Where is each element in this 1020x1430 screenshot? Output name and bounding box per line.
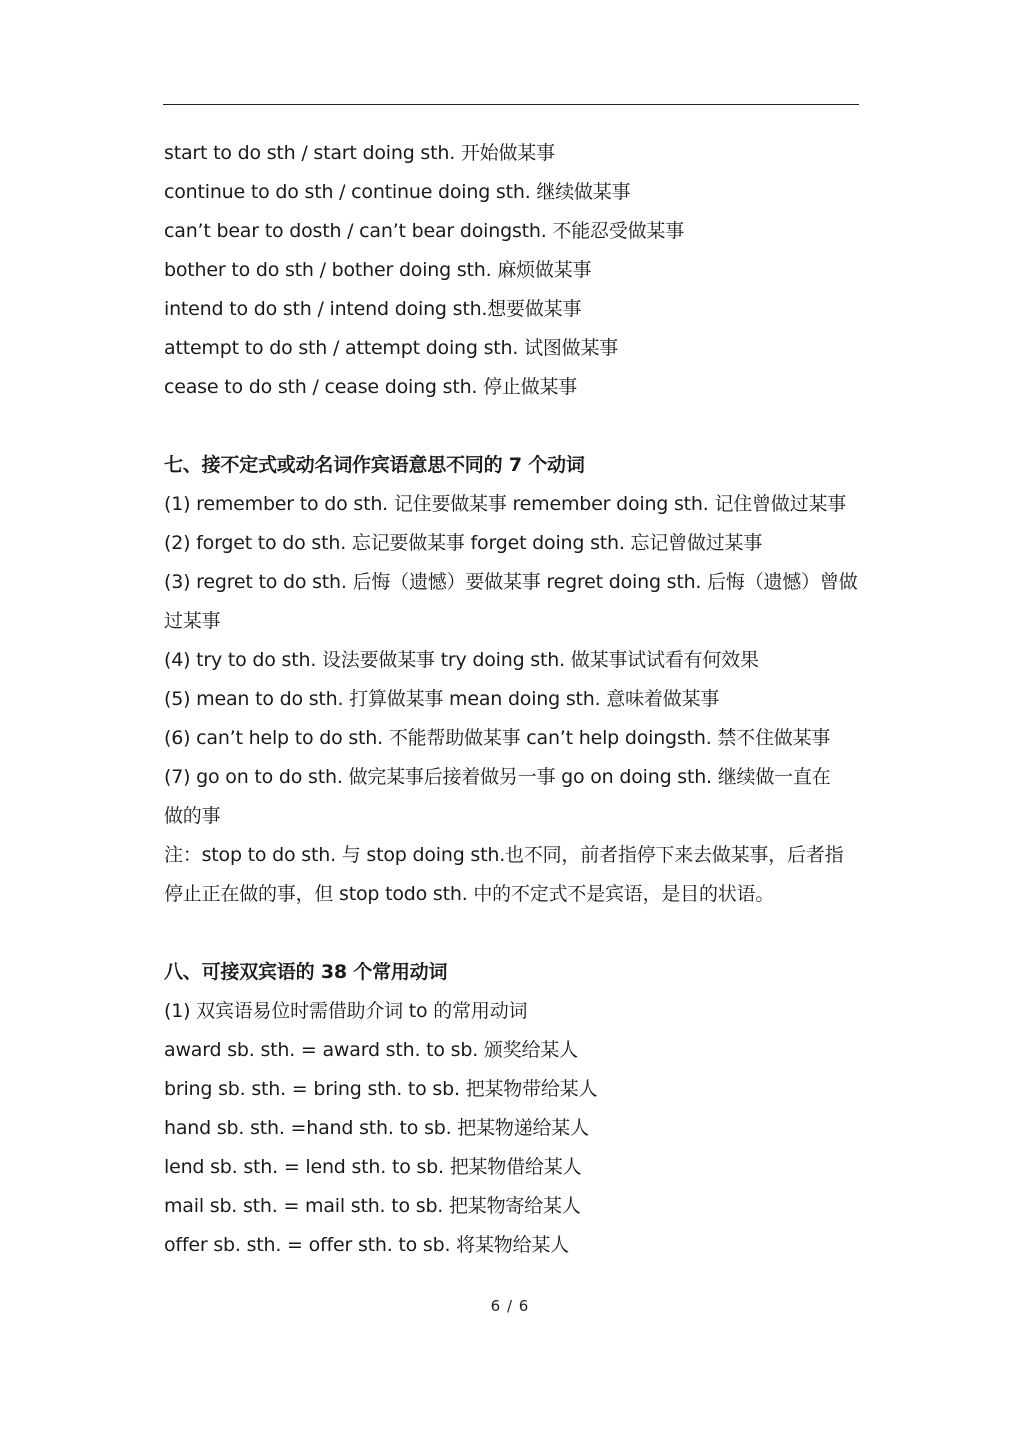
list-item-continuation: 做的事 (164, 805, 221, 827)
section-7 (164, 446, 864, 914)
section-6-list (164, 134, 864, 407)
list-item-continuation: 过某事 (164, 610, 221, 632)
section-heading: 七、接不定式或动名词作宾语意思不同的 7 个动词 (164, 454, 585, 476)
section-spacer (164, 914, 864, 953)
list-item: can’t bear to dosth / can’t bear doingsth. 不能忍受做某事 (164, 220, 685, 242)
list-item: (5) mean to do sth. 打算做某事 mean doing sth. 意味着做某事 (164, 688, 720, 710)
list-item: (1) remember to do sth. 记住要做某事 remember doing sth. 记住曾做过某事 (164, 493, 847, 515)
list-item: attempt to do sth / attempt doing sth. 试图做某事 (164, 337, 619, 359)
section-8 (164, 953, 864, 1265)
subsection-heading: (1) 双宾语易位时需借助介词 to 的常用动词 (164, 1000, 528, 1022)
header-rule (163, 104, 859, 105)
list-item: (4) try to do sth. 设法要做某事 try doing sth. 做某事试试看有何效果 (164, 649, 759, 671)
list-item: cease to do sth / cease doing sth. 停止做某事 (164, 376, 578, 398)
list-item: lend sb. sth. = lend sth. to sb. 把某物借给某人 (164, 1156, 582, 1178)
list-item: (3) regret to do sth. 后悔（遗憾）要做某事 regret doing sth. 后悔（遗憾）曾做 (164, 571, 858, 593)
list-item: hand sb. sth. =hand sth. to sb. 把某物递给某人 (164, 1117, 589, 1139)
list-item: (6) can’t help to do sth. 不能帮助做某事 can’t help doingsth. 禁不住做某事 (164, 727, 831, 749)
list-item: continue to do sth / continue doing sth. 继续做某事 (164, 181, 631, 203)
list-item: bother to do sth / bother doing sth. 麻烦做某事 (164, 259, 592, 281)
list-item: (7) go on to do sth. 做完某事后接着做另一事 go on doing sth. 继续做一直在 (164, 766, 831, 788)
page-number: 6 / 6 (490, 1297, 530, 1315)
note-text: 注：stop to do sth. 与 stop doing sth.也不同，前者指停下来去做某事，后者指 (164, 844, 844, 866)
section-heading: 八、可接双宾语的 38 个常用动词 (164, 961, 448, 983)
document-body (164, 134, 864, 1265)
section-spacer (164, 407, 864, 446)
note-text-continuation: 停止正在做的事，但 stop todo sth. 中的不定式不是宾语，是目的状语。 (164, 883, 775, 905)
list-item: intend to do sth / intend doing sth.想要做某事 (164, 298, 582, 320)
list-item: mail sb. sth. = mail sth. to sb. 把某物寄给某人 (164, 1195, 581, 1217)
list-item: bring sb. sth. = bring sth. to sb. 把某物带给某人 (164, 1078, 598, 1100)
list-item: (2) forget to do sth. 忘记要做某事 forget doing sth. 忘记曾做过某事 (164, 532, 763, 554)
list-item: start to do sth / start doing sth. 开始做某事 (164, 142, 555, 164)
list-item: award sb. sth. = award sth. to sb. 颁奖给某人 (164, 1039, 578, 1061)
list-item: offer sb. sth. = offer sth. to sb. 将某物给某人 (164, 1234, 569, 1256)
